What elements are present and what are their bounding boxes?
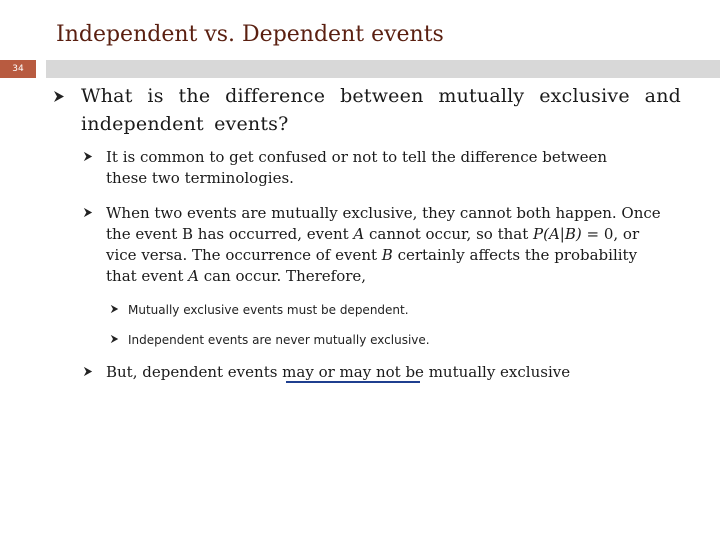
arrowhead-bullet-icon xyxy=(83,207,93,218)
slide-title: Independent vs. Dependent events xyxy=(56,22,444,47)
arrowhead-bullet-icon xyxy=(83,151,93,162)
arrowhead-bullet-icon xyxy=(110,304,119,314)
question-text: What is the difference between mutually exclusive and independent events? xyxy=(81,85,681,135)
bullet-confusion: It is common to get confused or not to tell the difference between these two terminologies. xyxy=(106,148,608,187)
arrowhead-bullet-icon xyxy=(53,90,65,103)
slide-number: 34 xyxy=(0,60,36,78)
arrowhead-bullet-icon xyxy=(110,334,119,344)
sub-bullet-dependent: Mutually exclusive events must be dependent. xyxy=(128,303,409,317)
header-bar xyxy=(46,60,720,78)
handdrawn-underline xyxy=(286,381,420,383)
arrowhead-bullet-icon xyxy=(83,366,93,377)
bullet-dependent-events: But, dependent events may or may not be mutually exclusive xyxy=(106,363,571,381)
bullet-mutually-exclusive: When two events are mutually exclusive, they cannot both happen. Once the event B has occurred, event A cannot occur, so that P(A|B) = 0, or vice versa. The occurrence of event B certainly affects the probability that event A can occur. Therefore, xyxy=(106,204,661,285)
sub-bullet-independent: Independent events are never mutually exclusive. xyxy=(128,333,430,347)
